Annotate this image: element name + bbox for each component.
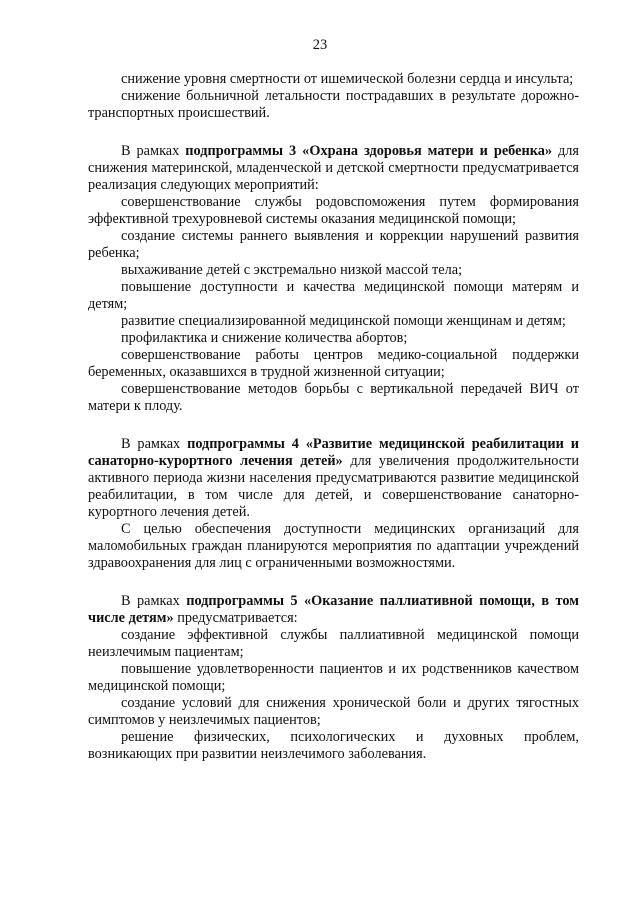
intro-prefix: В рамках (121, 143, 186, 159)
paragraph: совершенствование методов борьбы с вертикальной передачей ВИЧ от матери к плоду. (88, 381, 579, 414)
intro-suffix: предусматривается: (173, 610, 298, 626)
paragraph: повышение удовлетворенности пациентов и их родственников качеством медицинской помощи; (88, 661, 579, 694)
paragraph: снижение уровня смертности от ишемической болезни сердца и инсульта; (121, 71, 574, 87)
subprogram-3-intro (88, 143, 579, 194)
paragraph: развитие специализированной медицинской помощи женщинам и детям; (121, 313, 566, 329)
paragraph: повышение доступности и качества медицинской помощи матерям и детям; (88, 279, 579, 312)
intro-suffix: для снижения материнской, младенческой и детской смертности предусматривается реализация следующих мероприятий: (88, 143, 580, 193)
subprogram-3-title: подпрограммы 3 «Охрана здоровья матери и ребенка» (185, 143, 553, 159)
paragraph: совершенствование службы родовспоможения путем формирования эффективной трехуровневой системы оказания медицинской помощи; (88, 194, 579, 227)
paragraph: совершенствование работы центров медико-социальной поддержки беременных, оказавшихся в трудной жизненной ситуации; (88, 347, 579, 380)
subprogram-4-title: подпрограммы 4 «Развитие медицинской реабилитации и санаторно-курортного лечения детей» (88, 436, 579, 469)
paragraph: С целью обеспечения доступности медицинских организаций для маломобильных граждан планируются мероприятия по адаптации учреждений здравоохранения для лиц с ограниченными возможностями. (88, 521, 579, 571)
document-body (88, 71, 579, 763)
subprogram-5-title: подпрограммы 5 «Оказание паллиативной помощи, в том числе детям» (88, 593, 579, 626)
intro-prefix: В рамках (121, 593, 187, 609)
subprogram-5-intro (88, 593, 579, 627)
paragraph: выхаживание детей с экстремально низкой массой тела; (121, 262, 463, 278)
paragraph: решение физических, психологических и духовных проблем, возникающих при развитии неизлечимого заболевания. (88, 729, 579, 762)
paragraph: снижение больничной летальности пострадавших в результате дорожно-транспортных происшествий. (88, 88, 579, 121)
intro-suffix: для увеличения продолжительности активного периода жизни населения предусматриваются развитие медицинской реабилитации, в том числе для детей, и совершенствование санаторно-курортного лечения детей. (88, 453, 579, 520)
subprogram-4-intro (88, 436, 579, 521)
intro-prefix: В рамках (121, 436, 188, 452)
page-number: 23 (312, 37, 328, 53)
paragraph: создание эффективной службы паллиативной медицинской помощи неизлечимым пациентам; (88, 627, 579, 660)
paragraph: создание системы раннего выявления и коррекции нарушений развития ребенка; (88, 228, 579, 261)
paragraph: профилактика и снижение количества абортов; (121, 330, 408, 346)
paragraph: создание условий для снижения хронической боли и других тягостных симптомов у неизлечимых пациентов; (88, 695, 579, 728)
